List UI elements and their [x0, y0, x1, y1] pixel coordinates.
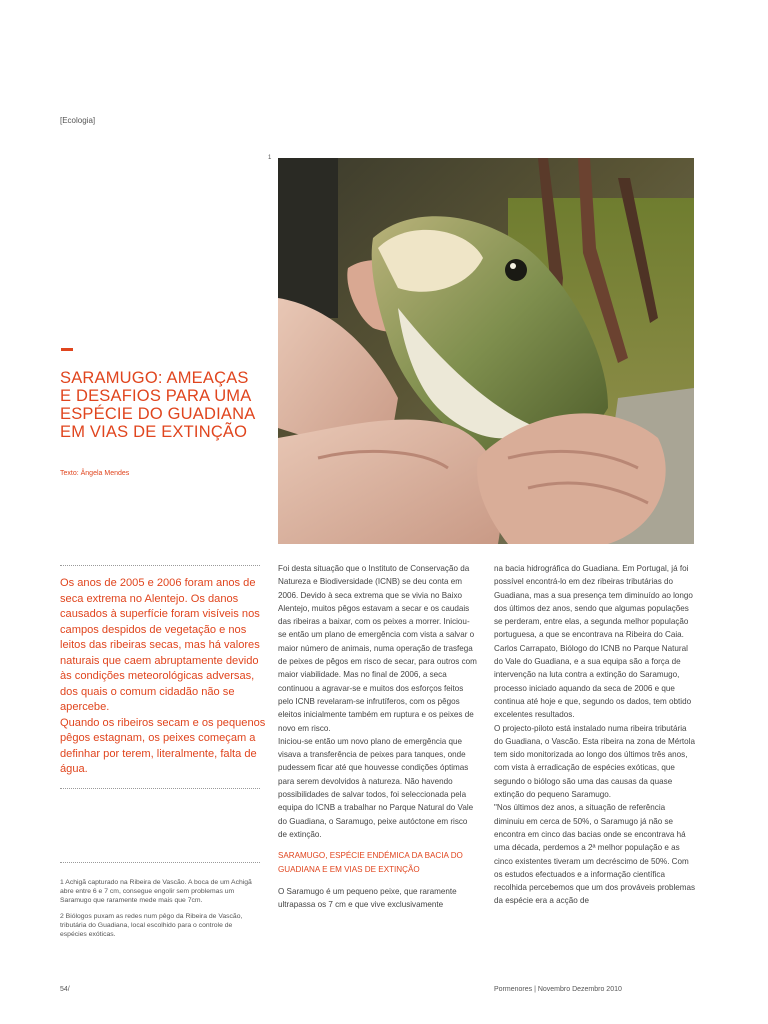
col2-paragraph-2: Iniciou-se então um novo plano de emergência que visava a transferência de peixes para tanques, onde pudessem ficar até que houvesse condições óptimas para serem devolvidos à natureza. Não havendo possibilidades de salvar todos, foi seleccionada pela equipa do ICNB a trabalhar no Parque Natural do Vale do Guadiana, o Saramugo, peixe autóctone em risco de extinção.: [278, 736, 474, 839]
col2-paragraph-1: Foi desta situação que o Instituto de Conservação da Natureza e Biodiversidade (ICNB) se deu conta em 2006. Devido à seca extrema que se vivia no Baixo Alentejo, muitos pêgos estavam a secar e os caudais das ribeiras a baixar, com os peixes a morrer. Iniciou-se então um plano de emergência com vista a salvar o maior número de animais, numa operação de trasfega de peixes de pêgos em risco de secar, para outros com maior viabilidade. Mas no final de 2006, a seca continuou a agravar-se e muitos dos esforços feitos pelo ICNB revelaram-se infrutíferos, com os pêgos eleitos inicialmente também em ruptura e os peixes de novo em risco.: [278, 564, 477, 733]
title-line-4: EM VIAS DE EXTINÇÃO: [60, 423, 248, 441]
photo-captions: [60, 878, 260, 945]
divider-captions-top: [60, 862, 260, 863]
page-number: 54/: [60, 986, 70, 993]
caption-2: 2 Biólogos puxam as redes num pêgo da Ribeira de Vascão, tributária do Guadiana, local escolhido para o controle de espécies exóticas.: [60, 912, 243, 939]
article-title: [60, 369, 270, 441]
caption-1: 1 Achigã capturado na Ribeira de Vascão. A boca de um Achigã abre entre 6 e 7 cm, consegue engolir sem problemas um Saramugo que raramente mede mais que 7cm.: [60, 879, 252, 905]
col3-paragraph-1: na bacia hidrográfica do Guadiana. Em Portugal, já foi possível encontrá-lo em dez ribeiras tributárias do Guadiana, mas a sua presença tem diminuído ao longo dos últimos dez anos, sendo que algumas populações se perderam, entre elas, a segunda melhor população portuguesa, a que se encontrava na Ribeira do Caia.: [494, 564, 693, 640]
section-tag: [Ecologia]: [60, 116, 96, 125]
fish-in-hands-image: [278, 158, 694, 544]
col2-paragraph-3: O Saramugo é um pequeno peixe, que raramente ultrapassa os 7 cm e que vive exclusivamente: [278, 886, 457, 910]
section-subheading: SARAMUGO, ESPÉCIE ENDÉMICA DA BACIA DO GUADIANA E EM VIAS DE EXTINÇÃO: [278, 851, 463, 874]
body-column-2: [278, 562, 478, 911]
photo-number: 1: [268, 155, 272, 161]
title-accent-dash: [61, 348, 73, 351]
title-line-3: ESPÉCIE DO GUADIANA: [60, 405, 256, 423]
title-line-1: SARAMUGO: AMEAÇAS: [60, 369, 249, 387]
title-line-2: E DESAFIOS PARA UMA: [60, 387, 252, 405]
col3-paragraph-2: Carlos Carrapato, Biólogo do ICNB no Parque Natural do Vale do Guadiana, e a sua equipa são a força de intervenção na luta contra a extinção do Saramugo, processo iniciado aquando da seca de 2006 e que continua até hoje e que, segundo os dados, tem obtido excelentes resultados.: [494, 643, 692, 720]
col3-paragraph-4: "Nos últimos dez anos, a situação de referência diminuiu em cerca de 50%, o Saramugo já não se encontra em cinco das bacias onde se encontrava há uma década, perdemos a 2ª melhor população e as cinco existentes tiveram um decréscimo de 50%. Com os estudos efectuados e a informação científica recolhida percebemos que um dos prováveis problemas da espécie era a acção de: [494, 803, 696, 906]
divider-lead-top: [60, 565, 260, 566]
publication-footer: Pormenores | Novembro Dezembro 2010: [494, 986, 622, 993]
divider-lead-bottom: [60, 788, 260, 789]
byline: Texto: Ângela Mendes: [60, 470, 130, 477]
body-column-3: [494, 562, 696, 908]
lead-paragraph: [60, 576, 268, 778]
lead-text-1: Os anos de 2005 e 2006 foram anos de seca extrema no Alentejo. Os danos causados à superfície foram visíveis nos campos despidos de vegetação e nos leitos das ribeiras secas, mas há valores naturais que caem abruptamente devido às condições meteorológicas adversas, dos quais o comum cidadão não se apercebe.: [60, 577, 260, 713]
col3-paragraph-3: O projecto-piloto está instalado numa ribeira tributária do Guadiana, o Vascão. Esta ribeira na zona de Mértola tem sido monitorizada ao longo dos últimos três anos, com vista à erradicação de espécies exóticas, que segundo o biólogo são uma das causas da quase extinção do pequeno Saramugo.: [494, 723, 695, 800]
fish-photo: [278, 158, 694, 544]
lead-text-2: Quando os ribeiros secam e os pequenos pêgos estagnam, os peixes começam a definhar por terem, literalmente, falta de água.: [60, 716, 266, 775]
